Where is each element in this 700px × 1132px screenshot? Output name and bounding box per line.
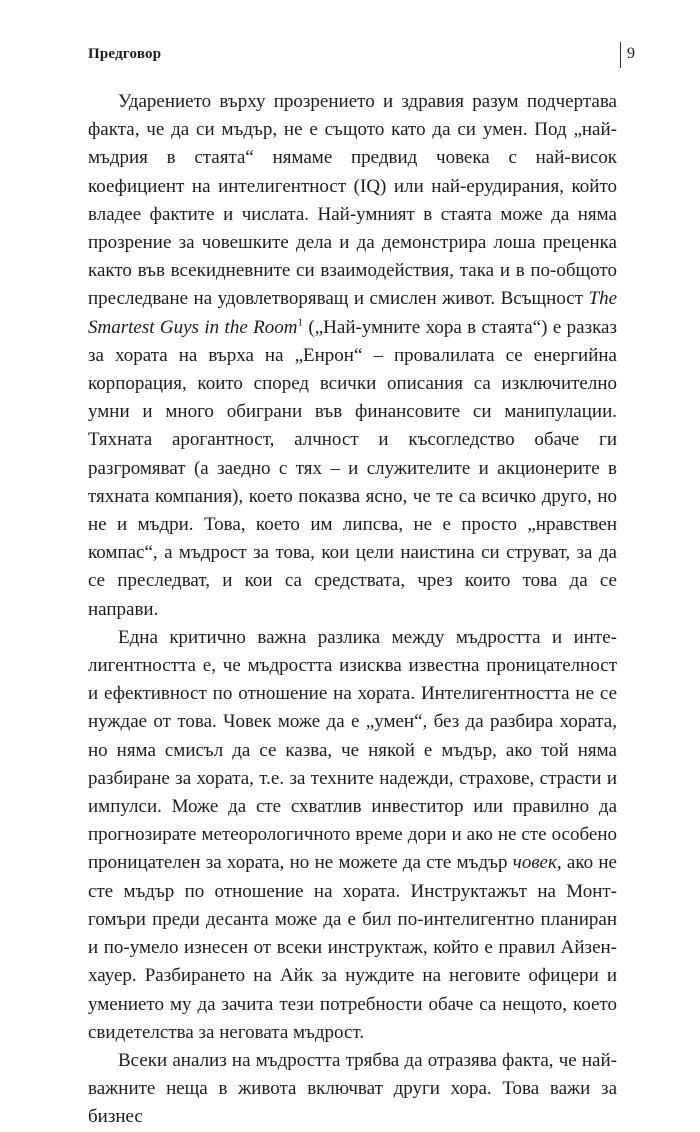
paragraph-2-text-b: ако не сте мъдър по отношение на хората. Инструктажът на Монтгомъри преди десанта може да е бил по-интелигентно планиран и по-умело изнесен от всеки инструктаж, който е правил Айзенхауер. Разбирането на Айк за нуждите на неговите офицери и умението му да зачита тези потребности обаче са нещото, което свидетелства за неговата мъдрост. <box>88 852 617 1043</box>
paragraph-1-text-b: („Най-умните хора в стаята“) е разказ за хората на върха на „Енрон“ – провалилата се енергийна корпорация, които според всички описания са изключително умни и много обиграни във финансовите си манипулации. Тяхната арогантност, алчност и късогледство обаче ги разгромяват (а заедно с тях – и служителите и акционерите в тяхната компания), което показва ясно, че те са всичко друго, но не и мъдри. Това, което им липсва, не е просто „нравствен компас“, а мъдрост за това, кои цели наистина си струват, за да се преследват, и кои са средствата, чрез които това да се направи. <box>88 316 617 620</box>
paragraph-2-text-a: Една критично важна разлика между мъдростта и интелигентността е, че мъдростта изисква известна проницателност и ефективност по отношение на хората. Интелигентността не се нуждае от това. Човек може да е „умен“, без да разбира хората, но няма смисъл да се казва, че някой е мъдър, ако той няма разбиране за хората, т.е. за техните надежди, страхове, страсти и импулси. Може да сте схватлив инвеститор или правилно да прогнозирате метеорологичното време дори и ако не сте особено проницателен за хората, но не можете да сте мъдър <box>88 626 617 874</box>
paragraph-1 <box>88 88 617 624</box>
emphasis-italic: човек, <box>512 852 562 874</box>
body-text <box>88 88 617 1132</box>
paragraph-3: Всеки анализ на мъдростта трябва да отразява факта, че най-важните неща в живота включват други хора. Това важи за бизнес <box>88 1049 617 1128</box>
book-title-italic: The Smartest Guys in the Room <box>88 288 617 338</box>
paragraph-1-text-a: Ударението върху прозрението и здравия разум подчертава факта, че да си мъдър, не е същото като да си умен. Под „най-мъдрия в стаята“ нямаме предвид човека с най-висок коефициент на интелигентност (IQ) или най-ерудирания, който владее фактите и числата. Най-умният в стаята може да няма прозрение за човешките дела и да демонстрира лоша преценка както във всекидневните си взаимодействия, така и в по-общото преследване на удовлетворяващ и смислен живот. Всъщност <box>88 91 617 310</box>
paragraph-2 <box>88 624 617 1047</box>
running-header-title: Предговор <box>88 46 162 62</box>
header-divider <box>620 42 621 68</box>
page-number: 9 <box>627 45 635 62</box>
footnote-reference[interactable]: 1 <box>297 316 303 329</box>
